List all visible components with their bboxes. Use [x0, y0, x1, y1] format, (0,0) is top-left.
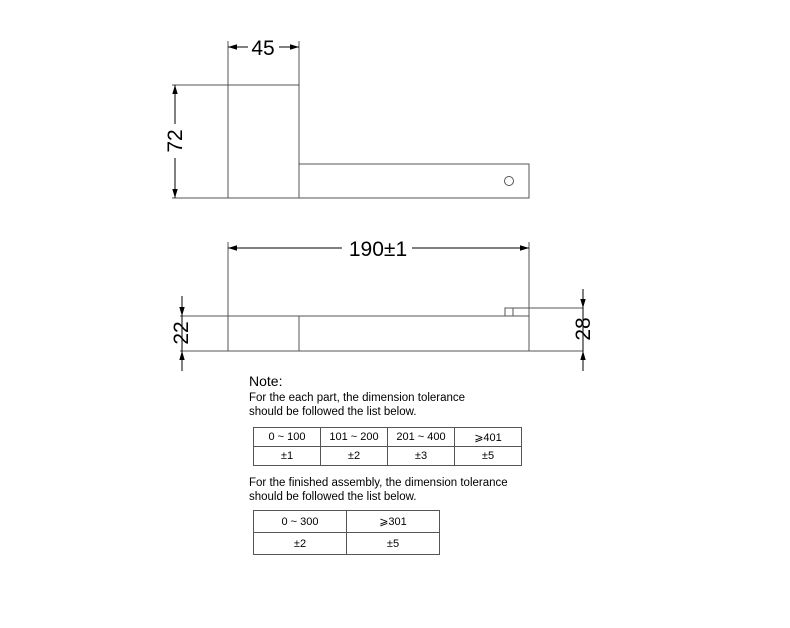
table-row [254, 447, 522, 466]
range-cell: ⩾301 [347, 511, 440, 533]
dimension-45 [228, 37, 299, 60]
assembly-note-line-2: should be followed the list below. [249, 491, 417, 503]
table-row [254, 428, 522, 447]
note-title: Note: [249, 373, 283, 389]
assembly-tolerance-table [253, 510, 440, 555]
range-cell: 0 ~ 300 [254, 511, 347, 533]
table-row [254, 511, 440, 533]
part-tolerance-table [253, 427, 522, 466]
small-square-icon [505, 308, 513, 316]
dimension-label-190: 190±1 [348, 238, 408, 261]
dimension-label-72: 72 [164, 129, 187, 153]
tolerance-cell: ±2 [321, 447, 388, 466]
dimension-label-22: 22 [170, 321, 193, 345]
tolerance-cell: ±5 [347, 533, 440, 555]
assembly-tolerance-note [249, 476, 508, 504]
tolerance-cell: ±3 [388, 447, 455, 466]
dimension-label-28: 28 [572, 317, 595, 341]
part-note-line-2: should be followed the list below. [249, 406, 417, 418]
upper-block-outline [228, 85, 299, 198]
part-note-line-1: For the each part, the dimension tolerance [249, 392, 466, 404]
tolerance-cell: ±1 [254, 447, 321, 466]
hole-icon [505, 177, 514, 186]
range-cell: ⩾401 [455, 428, 522, 447]
assembly-note-line-1: For the finished assembly, the dimension tolerance [249, 477, 508, 489]
dimension-label-45: 45 [251, 37, 275, 60]
part-tolerance-note [249, 391, 465, 419]
dimension-190 [228, 238, 529, 261]
arm-outline [299, 164, 529, 198]
range-cell: 0 ~ 100 [254, 428, 321, 447]
dimension-28 [572, 289, 595, 371]
tolerance-cell: ±2 [254, 533, 347, 555]
range-cell: 201 ~ 400 [388, 428, 455, 447]
table-row [254, 533, 440, 555]
range-cell: 101 ~ 200 [321, 428, 388, 447]
dimension-22 [170, 296, 193, 371]
top-view [172, 41, 529, 198]
tolerance-cell: ±5 [455, 447, 522, 466]
dimension-72 [164, 85, 187, 198]
